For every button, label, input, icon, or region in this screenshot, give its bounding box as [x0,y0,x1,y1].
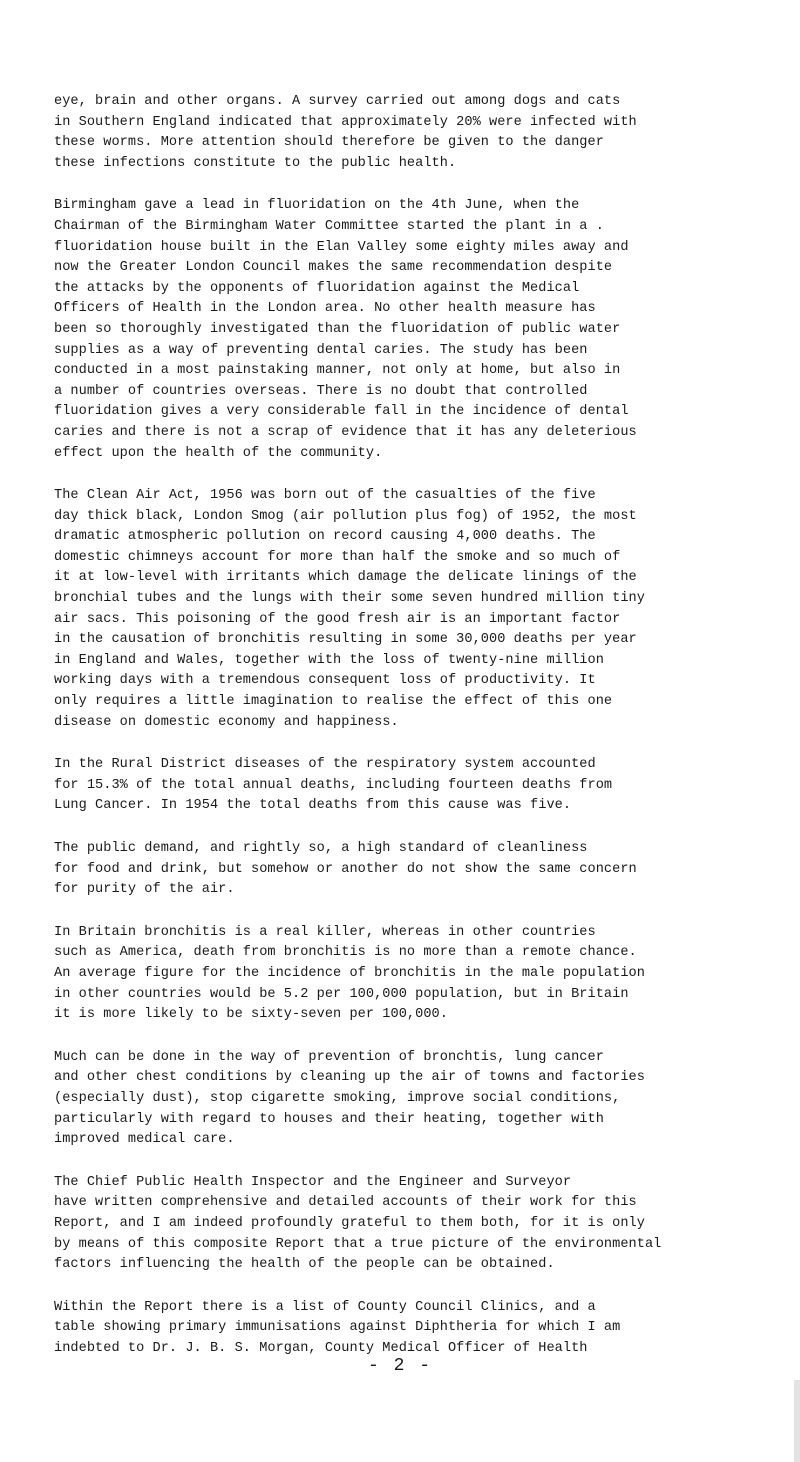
paragraph-respiratory-deaths: In the Rural District diseases of the respiratory system accounted for 15.3% of the total annual deaths, including fourteen deaths from Lung Cancer. In 1954 the total deaths from this cause was five. [54,757,613,814]
document-page [54,92,794,1381]
paragraph-fluoridation: Birmingham gave a lead in fluoridation on the 4th June, when the Chairman of the Birmingham Water Committee started the plant in a . fluoridation house built in the Elan Valley some eighty miles away and now the Greater London Council makes the same recommendation despite the attacks by the opponents of fluoridation against the Medical Officers of Health in the London area. No other health measure has been so thoroughly investigated than the fluoridation of public water supplies as a way of preventing dental caries. The study has been conducted in a most painstaking manner, not only at home, but also in a number of countries overseas. There is no doubt that controlled fluoridation gives a very considerable fall in the incidence of dental caries and there is not a scrap of evidence that it has any deleterious effect upon the health of the community. [54,198,637,461]
page-number: - 2 - [367,1356,432,1376]
paragraph-clinics: Within the Report there is a list of County Council Clinics, and a table showing primary immunisations against Diphtheria for which I am indebted to Dr. J. B. S. Morgan, County Medical Officer of Health [54,1299,621,1356]
paragraph-acknowledgements: The Chief Public Health Inspector and the Engineer and Surveyor have written comprehensive and detailed accounts of their work for this Report, and I am indeed profoundly grateful to them both, for it is only by means of this composite Report that a true picture of the environmental factors influencing the health of the people can be obtained. [54,1174,662,1273]
paragraph-bronchitis-britain: In Britain bronchitis is a real killer, whereas in other countries such as America, death from bronchitis is no more than a remote chance. An average figure for the incidence of bronchitis in the male population in other countries would be 5.2 per 100,000 population, but in Britain it is more likely to be sixty-seven per 100,000. [54,924,645,1023]
paragraph-worms: eye, brain and other organs. A survey carried out among dogs and cats in Southern England indicated that approximately 20% were infected with these worms. More attention should therefore be given to the danger these infections constitute to the public health. [54,94,637,171]
scan-edge-mark [794,1380,800,1462]
paragraph-clean-air-act: The Clean Air Act, 1956 was born out of the casualties of the five day thick black, London Smog (air pollution plus fog) of 1952, the most dramatic atmospheric pollution on record causing 4,000 deaths. The domestic chimneys account for more than half the smoke and so much of it at low-level with irritants which damage the delicate linings of the bronchial tubes and the lungs with their some seven hundred million tiny air sacs. This poisoning of the good fresh air is an important factor in the causation of bronchitis resulting in some 30,000 deaths per year in England and Wales, together with the loss of twenty-nine million working days with a tremendous consequent loss of productivity. It only requires a little imagination to realise the effect of this one disease on domestic economy and happiness. [54,488,645,730]
paragraph-prevention: Much can be done in the way of prevention of bronchtis, lung cancer and other chest conditions by cleaning up the air of towns and factories (especially dust), stop cigarette smoking, improve social conditions, particularly with regard to houses and their heating, together with improved medical care. [54,1049,645,1148]
paragraph-public-demand: The public demand, and rightly so, a high standard of cleanliness for food and drink, but somehow or another do not show the same concern for purity of the air. [54,841,637,898]
